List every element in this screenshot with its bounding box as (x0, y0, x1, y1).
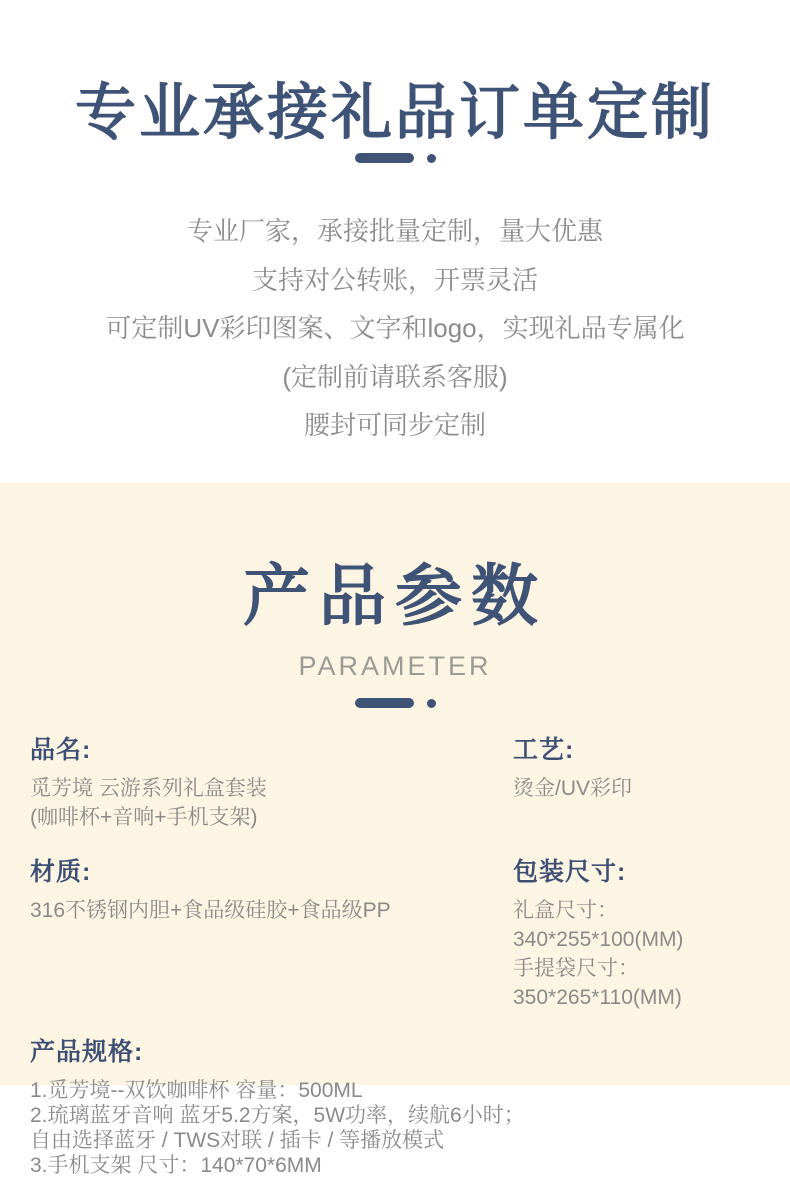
field-craft (513, 730, 760, 832)
package-size-value-2: 手提袋尺寸：350*265*110(MM) (513, 957, 682, 1009)
hero-line-1: 专业厂家，承接批量定制，量大优惠 (186, 216, 603, 247)
hero-description (0, 207, 790, 450)
product-name-value-1: 觅芳境 云游系列礼盒套装 (30, 777, 267, 800)
hero-line-3: 可定制UV彩印图案、文字和logo，实现礼品专属化 (105, 313, 685, 344)
field-specifications (30, 1032, 760, 1178)
material-value: 316不锈钢内胆+食品级硅胶+食品级PP (30, 899, 391, 922)
parameter-divider (0, 698, 790, 708)
title-divider (0, 153, 790, 163)
material-label: 材质: (30, 858, 92, 886)
package-size-label: 包装尺寸: (513, 858, 627, 886)
divider-dot-icon (427, 154, 436, 163)
product-name-value-2: (咖啡杯+音响+手机支架) (30, 806, 258, 829)
hero-section (0, 0, 790, 483)
field-material (30, 852, 513, 1012)
spec-item-1: 1.觅芳境--双饮咖啡杯 容量：500ML (30, 1079, 363, 1102)
divider-dot-icon (427, 699, 436, 708)
divider-bar-icon (355, 698, 414, 708)
hero-line-2: 支持对公转账，开票灵活 (251, 264, 538, 295)
parameter-fields (0, 730, 790, 1178)
field-product-name (30, 730, 513, 832)
package-size-value-1: 礼盒尺寸：340*255*100(MM) (513, 899, 684, 951)
field-package-size (513, 852, 760, 1012)
spec-item-3: 3.手机支架 尺寸：140*70*6MM (30, 1154, 322, 1177)
hero-line-5: 腰封可同步定制 (303, 410, 486, 441)
specifications-label: 产品规格: (30, 1038, 144, 1066)
parameter-section (0, 483, 790, 1177)
parameter-title: 产品参数 (243, 559, 547, 634)
divider-bar-icon (355, 153, 414, 163)
spec-item-2: 2.琉璃蓝牙音响 蓝牙5.2方案，5W功率，续航6小时； (30, 1104, 525, 1127)
hero-title: 专业承接礼品订单定制 (74, 78, 715, 146)
craft-value: 烫金/UV彩印 (513, 777, 633, 800)
parameter-subtitle: PARAMETER (298, 651, 492, 681)
hero-line-4: (定制前请联系客服) (282, 361, 508, 392)
spec-item-2-continued: 自由选择蓝牙 / TWS对联 / 插卡 / 等播放模式 (30, 1129, 445, 1152)
product-name-label: 品名: (30, 736, 92, 764)
craft-label: 工艺: (513, 736, 575, 764)
